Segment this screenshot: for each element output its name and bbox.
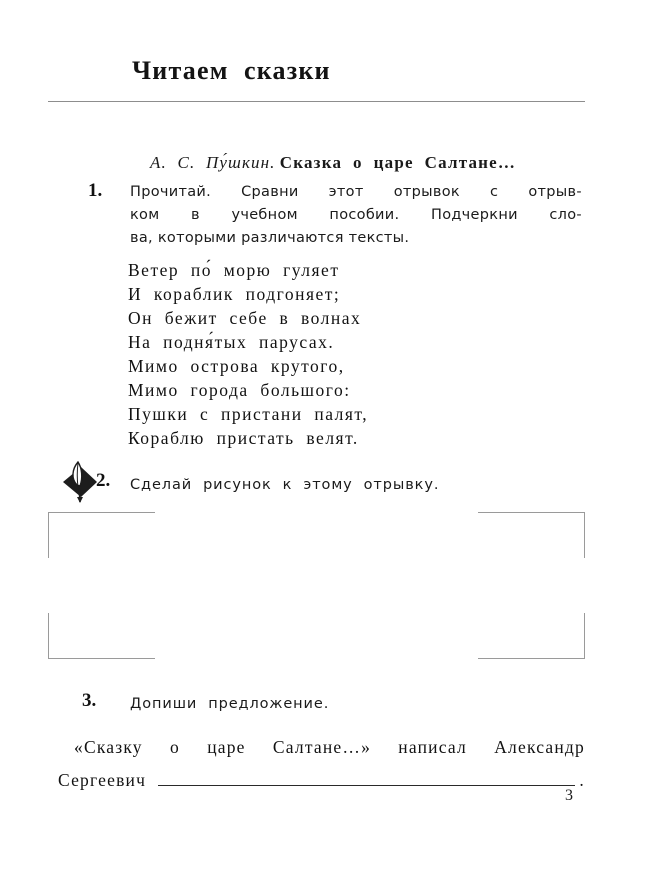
author-name: А. С. Пу́шкин. (150, 153, 276, 172)
exercise-1-number: 1. (88, 180, 103, 201)
word: в (191, 207, 200, 223)
frame-corner-bottom-right-horizontal (478, 658, 585, 659)
fill-in-prefix: Сергеевич (58, 770, 147, 790)
word: «Сказку (74, 737, 143, 757)
poem-line: Мимо острова крутого, (128, 356, 345, 376)
frame-corner-bottom-left-vertical (48, 613, 49, 659)
poem-line: И кораблик подгоняет; (128, 284, 341, 304)
word: пособии. (329, 207, 400, 223)
poem-line: Кораблю пристать велят. (128, 428, 359, 448)
fill-in-period: . (579, 770, 585, 790)
word: с (490, 184, 499, 200)
exercise-2-text: Сделай рисунок к этому отрывку. (130, 477, 440, 493)
exercise-3-text: Допиши предложение. (130, 696, 330, 712)
exercise-1-text (130, 181, 582, 250)
word: Подчеркни (430, 207, 518, 223)
word: Александр (494, 737, 585, 757)
exercise-2-number: 2. (96, 470, 111, 491)
poem-line: Ветер по́ морю гуляет (128, 260, 340, 280)
fill-in-sentence-line-2 (58, 764, 585, 797)
poem-line: Мимо города большого: (128, 380, 351, 400)
frame-corner-top-left-vertical (48, 512, 49, 558)
frame-corner-top-left-horizontal (48, 512, 155, 513)
frame-corner-bottom-left-horizontal (48, 658, 155, 659)
word: отрывок (393, 184, 460, 200)
work-title: Сказка о царе Салтане… (279, 153, 517, 172)
poem-line: Пушки с пристани палят, (128, 404, 369, 424)
title-divider (48, 101, 585, 102)
word: Салтане…» (272, 737, 372, 757)
page-number: 3 (565, 787, 573, 804)
word: отрыв- (528, 184, 582, 200)
drawing-area-frame[interactable] (48, 512, 585, 659)
fill-in-blank-line[interactable] (158, 785, 575, 786)
word: ком (130, 207, 160, 223)
page-title: Читаем сказки (132, 56, 331, 85)
word: написал (398, 737, 467, 757)
word: Сравни (241, 184, 299, 200)
fill-in-sentence-line-1 (58, 731, 585, 764)
exercise-3-number: 3. (82, 690, 97, 711)
word: о (170, 737, 180, 757)
fill-in-sentence (58, 731, 585, 797)
quill-pen-icon (57, 459, 99, 505)
frame-corner-bottom-right-vertical (584, 613, 585, 659)
frame-corner-top-right-horizontal (478, 512, 585, 513)
exercise-1-line-2 (130, 204, 582, 227)
word: Прочитай. (130, 184, 212, 200)
word: учебном (231, 207, 298, 223)
exercise-1-line-1 (130, 181, 582, 204)
poem-excerpt (128, 258, 368, 450)
poem-line: Он бежит себе в волнах (128, 308, 362, 328)
frame-corner-top-right-vertical (584, 512, 585, 558)
poem-line: На подня́тых парусах. (128, 332, 335, 352)
word: сло- (549, 207, 582, 223)
exercise-1-line-3: ва, которыми различаются тексты. (130, 230, 410, 246)
word: царе (207, 737, 246, 757)
word: этот (328, 184, 364, 200)
